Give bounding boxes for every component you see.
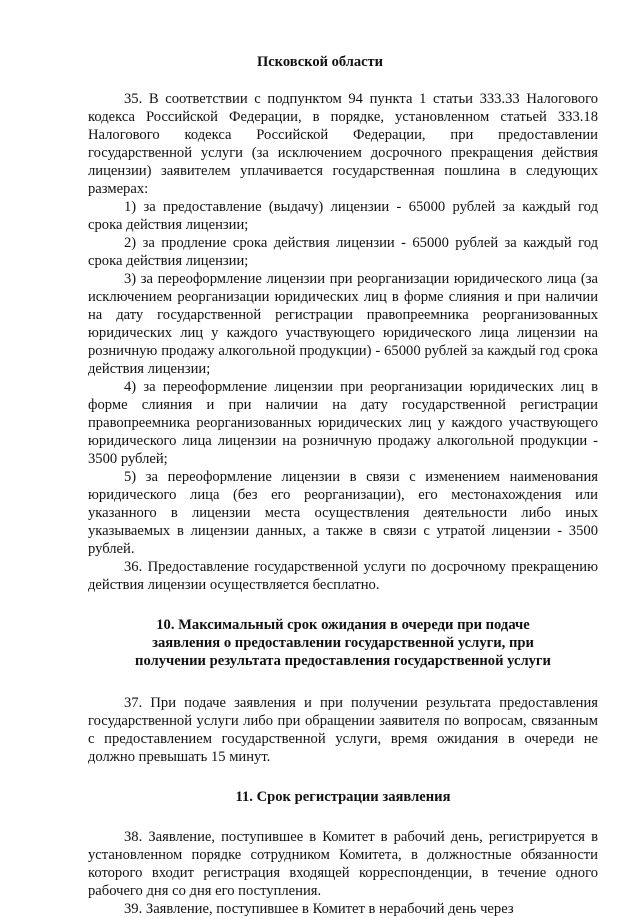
paragraph-36: 36. Предоставление государственной услуги по досрочному прекращению действия лицензии осуществляется бесплатно. xyxy=(88,559,598,593)
paragraph-38: 38. Заявление, поступившее в Комитет в рабочий день, регистрируется в установленном порядке сотрудником Комитета, в должностные обязанности которого входит регистрация входящей корреспонденции, в течение одного рабочего дня со дня его поступления. xyxy=(88,829,598,899)
paragraph-39: 39. Заявление, поступившее в Комитет в нерабочий день через xyxy=(124,901,514,917)
section-11-title: 11. Срок регистрации заявления xyxy=(235,789,451,805)
paragraph-37: 37. При подаче заявления и при получении результата предоставления государственной услуги либо при обращении заявителя по вопросам, связанным с предоставлением государственной услуги, время ожидания в очереди не должно превышать 15 минут. xyxy=(88,695,598,765)
list-item-1: 1) за предоставление (выдачу) лицензии - 65000 рублей за каждый год срока действия лицензии; xyxy=(88,199,598,233)
paragraph-35: 35. В соответствии с подпунктом 94 пункта 1 статьи 333.33 Налогового кодекса Российской Федерации, в порядке, установленном статьей 333.18 Налогового кодекса Российской Федерации, при предоставлении государственной услуги (за исключением досрочного прекращения действия лицензии) заявителем уплачивается государственная пошлина в следующих размерах: xyxy=(88,91,598,197)
list-item-3: 3) за переоформление лицензии при реорганизации юридического лица (за исключением реорганизации юридических лиц в форме слияния и при наличии на дату государственной регистрации правопреемника реорганизованных юридических лиц у каждого участвующего юридического лица лицензии на розничную продажу алкогольной продукции) - 65000 рублей за каждый год срока действия лицензии; xyxy=(88,271,598,377)
section-10-title-line-3: получении результата предоставления государственной услуги xyxy=(135,653,551,669)
document-body xyxy=(88,90,598,918)
section-10-title-line-1: 10. Максимальный срок ожидания в очереди при подаче xyxy=(156,617,530,633)
list-item-2: 2) за продление срока действия лицензии - 65000 рублей за каждый год срока действия лицензии; xyxy=(88,235,598,269)
section-10-title-line-2: заявления о предоставлении государственной услуги, при xyxy=(152,635,534,651)
page-heading: Псковской области xyxy=(256,54,384,70)
list-item-5: 5) за переоформление лицензии в связи с изменением наименования юридического лица (без его реорганизации), его местонахождения или указанного в лицензии места осуществления деятельности либо иных указываемых в лицензии данных, а также в связи с утратой лицензии - 3500 рублей. xyxy=(88,469,598,557)
list-item-4: 4) за переоформление лицензии при реорганизации юридических лиц в форме слияния и при наличии на дату государственной регистрации правопреемника реорганизованных юридических лиц у каждого участвующего юридического лица лицензии на розничную продажу алкогольной продукции - 3500 рублей; xyxy=(88,379,598,467)
